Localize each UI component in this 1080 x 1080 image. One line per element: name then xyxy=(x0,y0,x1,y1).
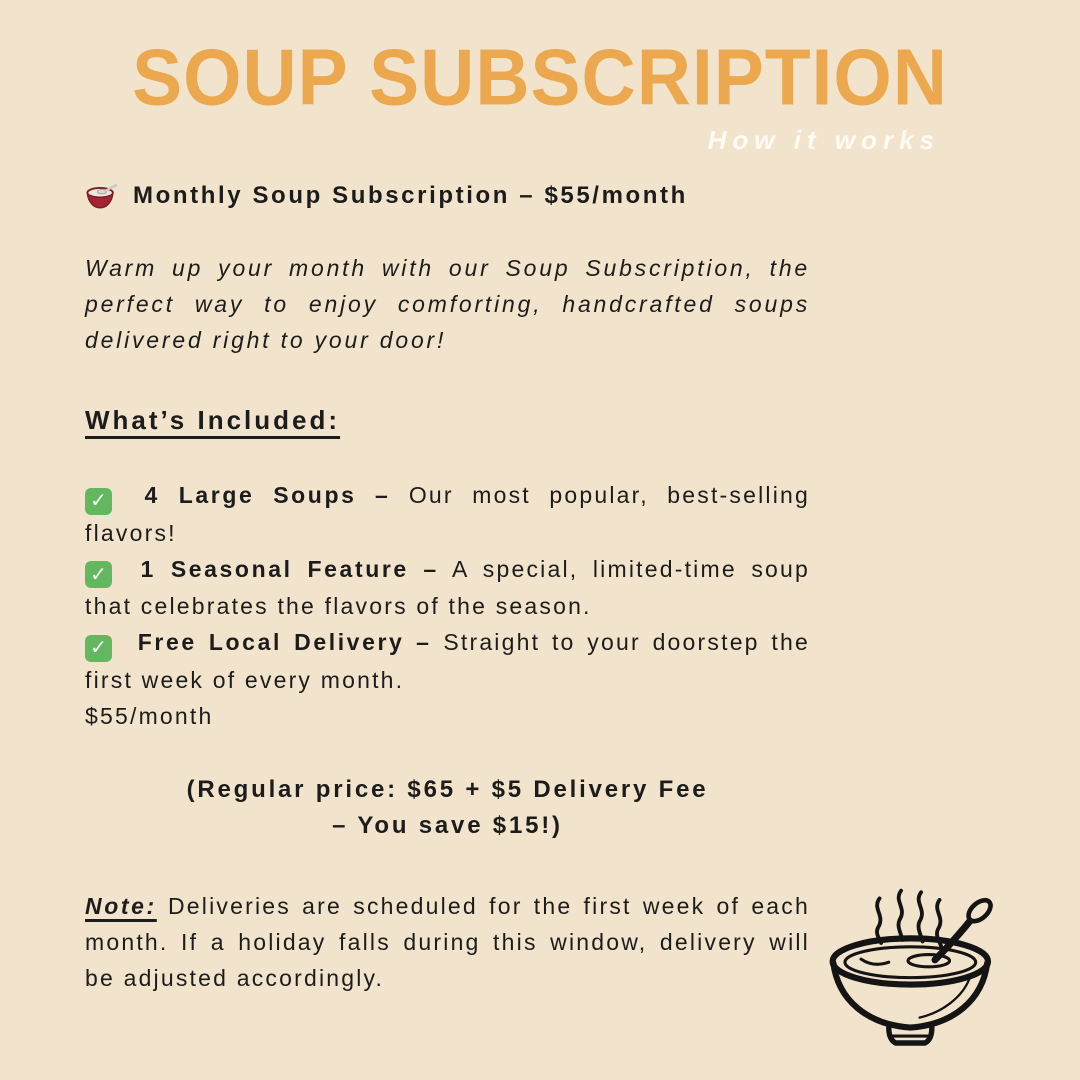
offer-heading-line xyxy=(85,178,810,214)
pricing-note xyxy=(85,772,810,844)
soup-bowl-illustration xyxy=(818,868,1018,1058)
item-desc: Straight to your doorstep the first week of every month. xyxy=(85,629,810,693)
item-dash: – xyxy=(416,629,432,655)
included-list xyxy=(85,477,810,734)
note-label: Note: xyxy=(85,892,157,919)
list-item xyxy=(85,551,810,625)
pricing-line-1: (Regular price: $65 + $5 Delivery Fee xyxy=(186,775,709,803)
included-heading: What’s Included: xyxy=(85,405,341,435)
intro-paragraph: Warm up your month with our Soup Subscription, the perfect way to enjoy comforting, handcrafted soups delivered right to your door! xyxy=(85,255,810,353)
item-label: Free Local Delivery xyxy=(137,629,405,655)
item-label: 4 Large Soups xyxy=(144,482,357,508)
red-soup-bowl-icon xyxy=(85,181,119,211)
check-icon: ✓ xyxy=(85,561,112,588)
pricing-line-2: – You save $15!) xyxy=(332,811,563,839)
check-icon: ✓ xyxy=(85,488,112,515)
note-text: Deliveries are scheduled for the first week of each month. If a holiday falls during this window, delivery will be adjusted accordingly. xyxy=(85,892,810,991)
flyer-body xyxy=(85,178,810,996)
flyer-header xyxy=(0,0,1080,156)
subtitle: How it works xyxy=(707,125,940,155)
note-paragraph xyxy=(85,888,810,996)
offer-heading: Monthly Soup Subscription – $55/month xyxy=(133,182,688,209)
item-dash: – xyxy=(374,482,391,508)
item-desc: Our most popular, best-selling flavors! xyxy=(85,482,810,546)
price-line: $55/month xyxy=(85,702,214,729)
item-label: 1 Seasonal Feature xyxy=(140,555,409,582)
item-dash: – xyxy=(423,555,439,582)
page-title: SOUP SUBSCRIPTION xyxy=(132,32,948,122)
list-item xyxy=(85,624,810,698)
item-desc: A special, limited-time soup that celebrates the flavors of the season. xyxy=(85,555,811,619)
check-icon: ✓ xyxy=(85,635,112,662)
list-item xyxy=(85,477,810,551)
